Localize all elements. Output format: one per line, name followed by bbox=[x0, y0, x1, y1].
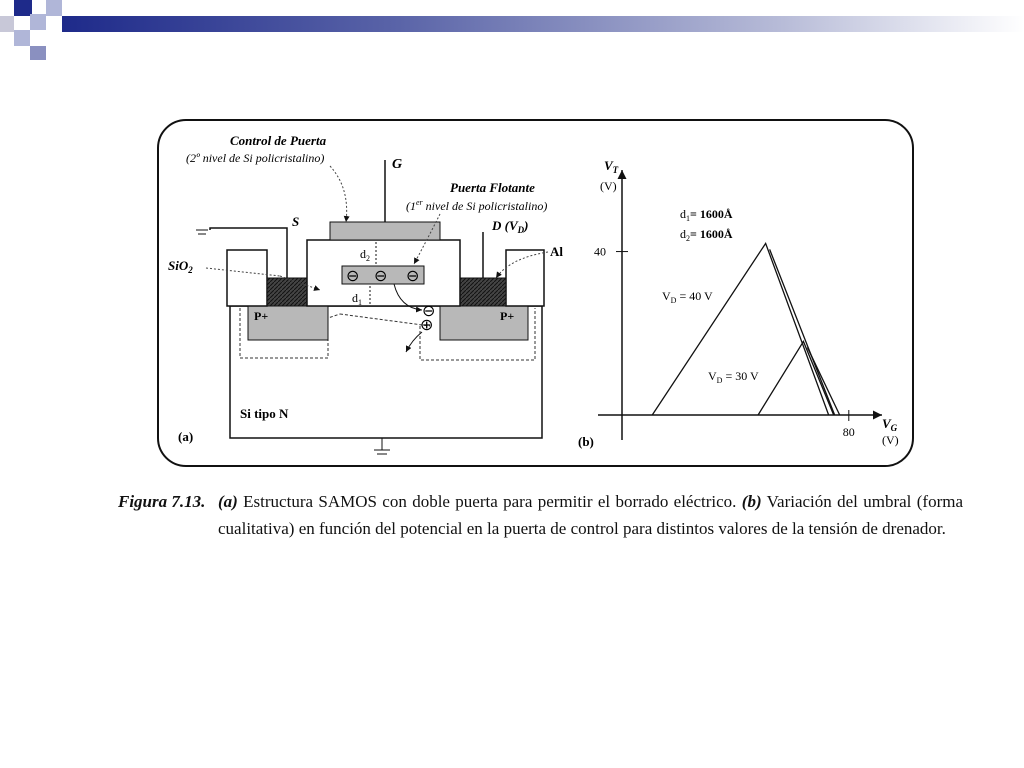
electron-1: ⊖ bbox=[346, 268, 360, 285]
panel-a-label: (a) bbox=[178, 429, 194, 444]
oxide-right bbox=[506, 250, 544, 306]
oxide-left bbox=[227, 250, 267, 306]
p-plus-left-label: P+ bbox=[254, 309, 269, 323]
caption-a: (a) bbox=[218, 492, 238, 511]
control-gate-pointer bbox=[330, 166, 347, 222]
substrate-label: Si tipo N bbox=[240, 406, 289, 421]
drain-label: D $(V_D)$ bbox=[492, 218, 529, 235]
vg-axis-unit: (V) bbox=[882, 433, 899, 447]
caption-text bbox=[218, 488, 963, 542]
al-label: Al bbox=[550, 244, 563, 259]
panel-b bbox=[578, 158, 899, 449]
d1-label: $d_1$ bbox=[352, 291, 362, 307]
vt-axis-label: $V_T$ bbox=[604, 158, 619, 175]
d2-value: $d_2=$ 1600Å bbox=[680, 227, 733, 243]
caption-part-2: Variación del umbral (forma cualitativa) en función del potencial en la puerta de control para distintos valores de la tensión de drenador. bbox=[218, 492, 963, 538]
panel-a bbox=[168, 133, 563, 454]
electron-2: ⊖ bbox=[374, 268, 388, 285]
hole: ⊕ bbox=[420, 317, 434, 334]
decor-square-6 bbox=[30, 46, 46, 60]
contact-drain bbox=[460, 278, 506, 306]
contact-source bbox=[267, 278, 307, 306]
x-tick-label: 80 bbox=[842, 425, 855, 439]
vg-axis-label: $V_G$ bbox=[882, 416, 898, 433]
sio2-label: SiO$_2$ bbox=[168, 258, 193, 275]
decor-square-4 bbox=[30, 14, 46, 30]
gate-label: G bbox=[392, 157, 403, 172]
control-gate bbox=[330, 222, 440, 240]
d2-label: $d_2$ bbox=[360, 247, 370, 263]
series-vd-40-outline bbox=[770, 249, 835, 415]
floating-gate-subtitle: (1er nivel de Si policristalino) bbox=[406, 198, 548, 213]
panel-b-label: (b) bbox=[578, 434, 594, 449]
p-plus-right bbox=[440, 306, 528, 340]
caption-part-1: Estructura SAMOS con doble puerta para permitir el borrado eléctrico. bbox=[237, 492, 742, 511]
y-tick-label: 40 bbox=[594, 244, 606, 259]
series-vd-30-outline bbox=[807, 347, 839, 415]
caption-b: (b) bbox=[741, 492, 762, 511]
source-label: S bbox=[292, 214, 300, 229]
control-gate-title: Control de Puerta bbox=[230, 133, 327, 148]
legend-vd-40: $V_D = 40$ V bbox=[662, 289, 713, 305]
floating-gate-title: Puerta Flotante bbox=[450, 180, 535, 195]
figure bbox=[150, 118, 920, 470]
decor-square-5 bbox=[14, 30, 30, 46]
decor-square-3 bbox=[0, 16, 14, 32]
vt-axis-unit: (V) bbox=[600, 179, 617, 193]
decor-square-2 bbox=[46, 0, 62, 16]
control-gate-subtitle: (2º nivel de Si policristalino) bbox=[186, 151, 325, 165]
caption-number: Figura 7.13. bbox=[118, 492, 206, 511]
legend-vd-30: $V_D = 30$ V bbox=[708, 369, 759, 385]
p-plus-right-label: P+ bbox=[500, 309, 515, 323]
title-bar-gradient bbox=[62, 16, 1024, 32]
electron-3: ⊖ bbox=[406, 268, 420, 285]
electron-4: ⊖ bbox=[422, 303, 436, 320]
series-vd-40 bbox=[652, 243, 828, 415]
d1-value: $d_1=$ 1600Å bbox=[680, 207, 733, 223]
